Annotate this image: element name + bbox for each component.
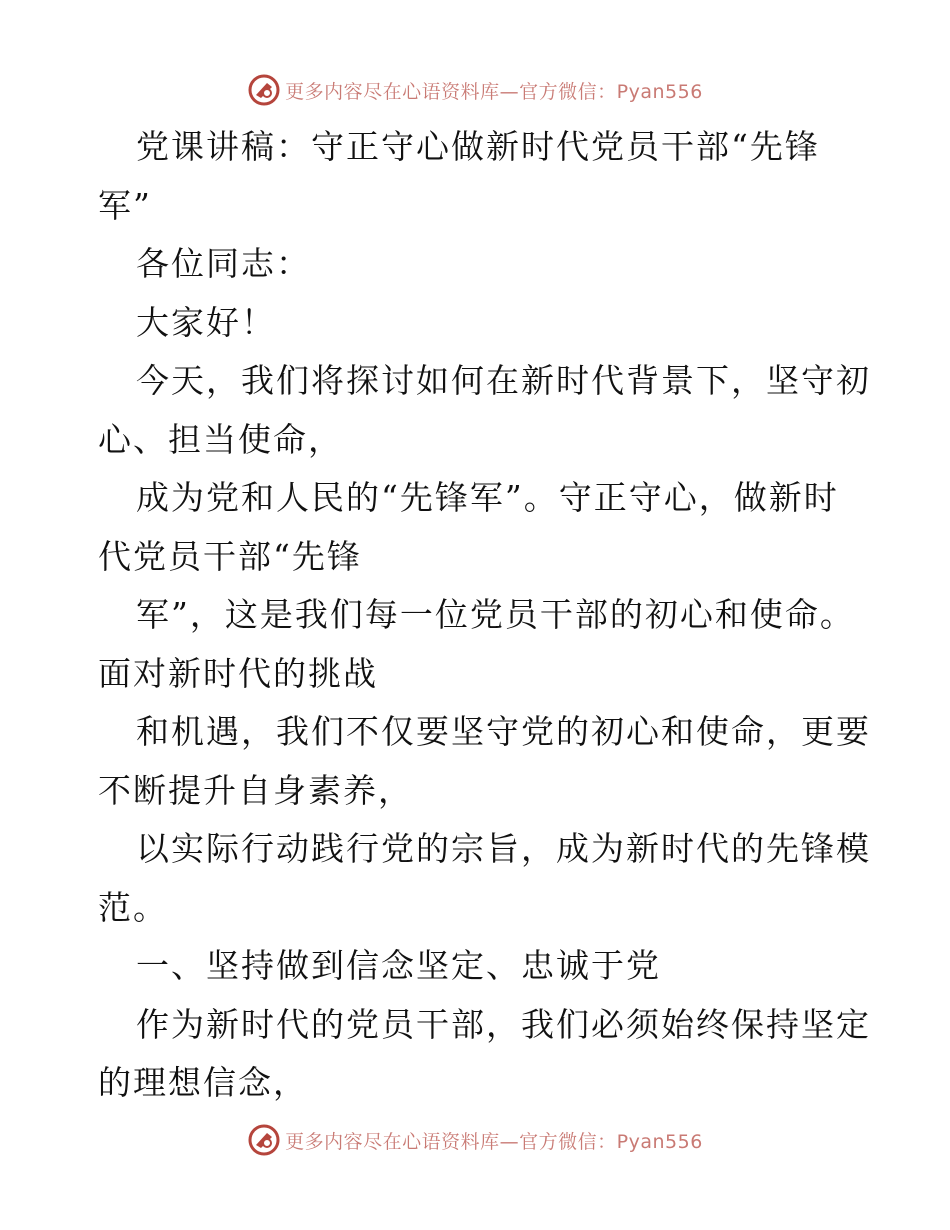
red-seal-logo-icon (247, 1123, 281, 1157)
header-watermark (0, 70, 950, 110)
paragraph-line: 和机遇，我们不仅要坚守党的初心和使命，更要 (136, 712, 871, 751)
document-body (98, 118, 871, 1113)
paragraph-line: 作为新时代的党员干部，我们必须始终保持坚定 (136, 1004, 871, 1044)
watermark-text: 更多内容尽在心语资料库—官方微信：Pyan556 (285, 80, 703, 103)
paragraph-line: 面对新时代的挑战 (98, 653, 378, 693)
watermark-text: 更多内容尽在心语资料库—官方微信：Pyan556 (285, 1130, 703, 1153)
paragraph-line: 军”，这是我们每一位党员干部的初心和使命。 (136, 595, 855, 634)
paragraph-line: 不断提升自身素养， (98, 770, 413, 810)
document-title-line: 党课讲稿：守正守心做新时代党员干部“先锋 (136, 127, 820, 166)
section-heading: 一、坚持做到信念坚定、忠诚于党 (136, 946, 661, 985)
salutation: 各位同志： (136, 244, 311, 283)
paragraph-line: 今天，我们将探讨如何在新时代背景下，坚守初 (136, 361, 871, 400)
paragraph-line: 心、担当使命， (98, 419, 343, 459)
paragraph-line: 代党员干部“先锋 (98, 536, 362, 576)
footer-watermark (0, 1120, 950, 1160)
paragraph-line: 的理想信念， (98, 1063, 308, 1102)
document-title-line: 军” (98, 185, 152, 225)
greeting: 大家好！ (136, 302, 276, 342)
red-seal-logo-icon (247, 73, 281, 107)
paragraph-line: 成为党和人民的“先锋军”。守正守心，做新时 (136, 478, 839, 517)
paragraph-line: 范。 (98, 887, 168, 927)
paragraph-line: 以实际行动践行党的宗旨，成为新时代的先锋模 (136, 829, 871, 868)
